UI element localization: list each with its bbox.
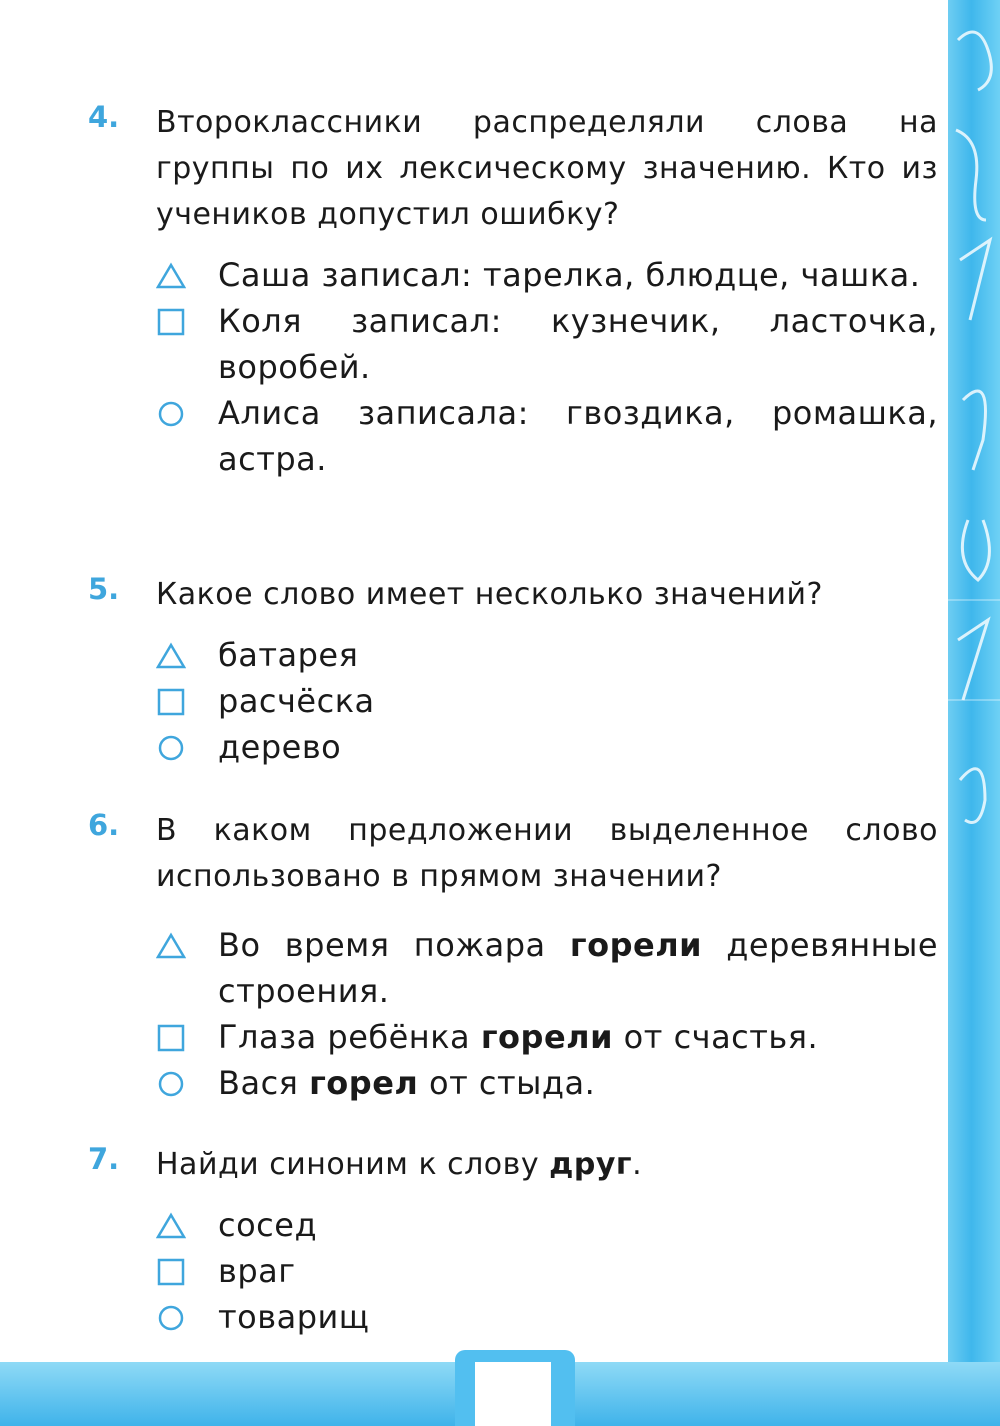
question-4 (88, 100, 938, 482)
option-text-before: Во время пожара (218, 926, 546, 964)
question-7 (88, 1142, 938, 1340)
answer-option-square[interactable] (156, 1014, 938, 1060)
option-text-before: Глаза ребёнка (218, 1018, 471, 1056)
square-icon[interactable] (156, 688, 186, 716)
answer-option-square[interactable] (156, 678, 938, 724)
answer-option-triangle[interactable] (156, 252, 938, 298)
question-text: Второклассники распределяли слова на группы по их лексическому значению. Кто из учеников допустил ошибку? (156, 105, 938, 232)
question-text-after: . (632, 1147, 643, 1182)
answer-option-circle[interactable] (156, 724, 938, 770)
option-text: батарея (218, 636, 359, 674)
option-text-after: деревянные строения. (218, 926, 939, 1010)
highlighted-word: горел (309, 1064, 419, 1102)
answer-option-circle[interactable] (156, 390, 938, 482)
option-text: сосед (218, 1206, 318, 1244)
circle-icon[interactable] (156, 1070, 186, 1098)
question-6 (88, 808, 938, 1106)
page-number-box (475, 1362, 551, 1426)
question-text-before: Найди синоним к слову (156, 1147, 540, 1182)
circle-icon[interactable] (156, 1304, 186, 1332)
answer-option-square[interactable] (156, 1248, 938, 1294)
decorative-side-band (948, 0, 1000, 1426)
option-text: дерево (218, 728, 342, 766)
option-text: расчёска (218, 682, 375, 720)
square-icon[interactable] (156, 1024, 186, 1052)
square-icon[interactable] (156, 1258, 186, 1286)
answer-option-square[interactable] (156, 298, 938, 390)
option-text-after: от счастья. (623, 1018, 819, 1056)
question-number: 6. (88, 808, 120, 842)
highlighted-word: друг (549, 1147, 633, 1182)
circle-icon[interactable] (156, 400, 186, 428)
question-text (156, 1142, 938, 1188)
question-number: 5. (88, 572, 120, 606)
triangle-icon[interactable] (156, 932, 186, 960)
option-text: враг (218, 1252, 296, 1290)
circle-icon[interactable] (156, 734, 186, 762)
option-text: Алиса записала: гвоздика, ромашка, астра. (218, 394, 938, 478)
highlighted-word: горели (480, 1018, 613, 1056)
answer-options (156, 922, 938, 1106)
square-icon[interactable] (156, 308, 186, 336)
question-text: В каком предложении выделенное слово использовано в прямом значении? (156, 813, 938, 894)
answer-options (156, 632, 938, 770)
option-text: Коля записал: кузнечик, ласточка, воробей. (218, 302, 938, 386)
answer-option-triangle[interactable] (156, 1202, 938, 1248)
option-text: Саша записал: тарелка, блюдце, чашка. (218, 256, 921, 294)
question-text: Какое слово имеет несколько значений? (156, 577, 823, 612)
option-text: товарищ (218, 1298, 370, 1336)
highlighted-word: горели (569, 926, 703, 964)
handwriting-letters-decoration (948, 0, 1000, 1426)
answer-option-triangle[interactable] (156, 922, 938, 1014)
triangle-icon[interactable] (156, 262, 186, 290)
triangle-icon[interactable] (156, 642, 186, 670)
answer-option-circle[interactable] (156, 1294, 938, 1340)
option-text-after: от стыда. (429, 1064, 596, 1102)
answer-options (156, 252, 938, 482)
answer-option-triangle[interactable] (156, 632, 938, 678)
triangle-icon[interactable] (156, 1212, 186, 1240)
question-number: 4. (88, 100, 120, 134)
answer-options (156, 1202, 938, 1340)
option-text-before: Вася (218, 1064, 299, 1102)
question-number: 7. (88, 1142, 120, 1176)
answer-option-circle[interactable] (156, 1060, 938, 1106)
question-5 (88, 572, 938, 770)
